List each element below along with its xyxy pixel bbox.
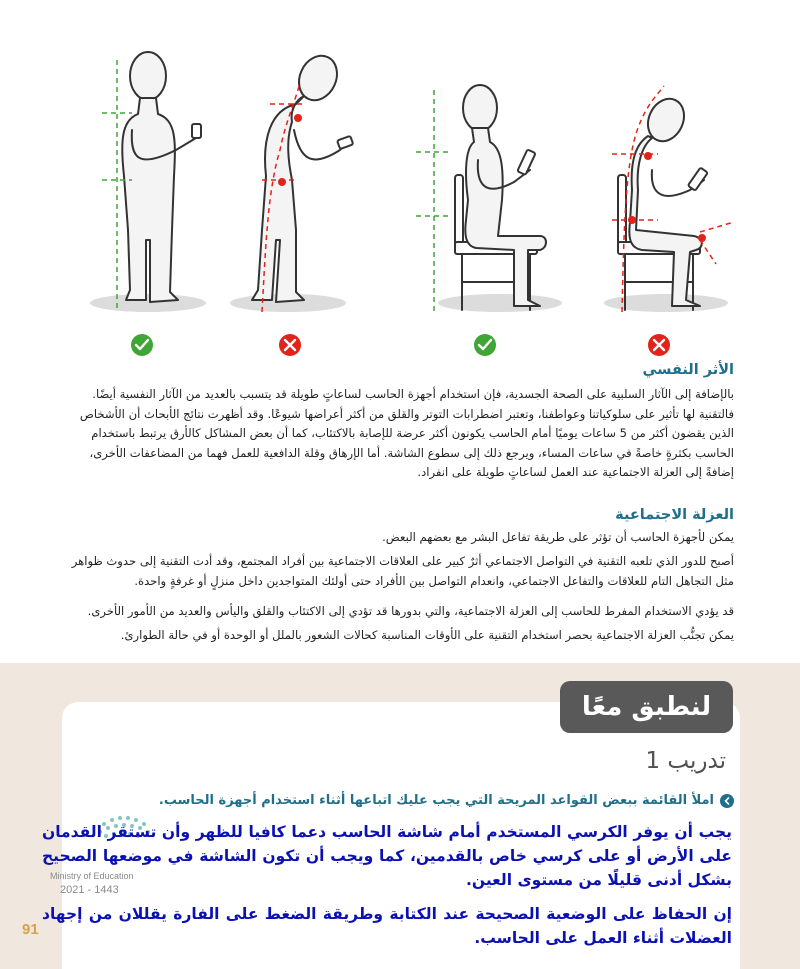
sitting-correct-figure	[416, 85, 562, 312]
standing-correct-figure	[90, 52, 206, 312]
cross-icon	[648, 334, 670, 356]
check-icon	[131, 334, 153, 356]
check-icon	[474, 334, 496, 356]
social-isolation-heading: العزلة الاجتماعية	[615, 507, 734, 523]
psych-effect-paragraph: بالإضافة إلى الآثار السلبية على الصحة الجسدية، فإن استخدام أجهزة الحاسب لساعاتٍ طويلة قد يتسبب بالعديد من الآثار النفسية أيضًا. فالتقنية لها تأثير على سلوكياتنا وعواطفنا، وتعتبر اضطرابات التوتر والقلق من أكثر أعراضها شيوعًا. وقد أظهرت نتائج الأبحاث أن الأشخاص الذين يقضون أكثر من 5 ساعات يوميًا أمام الحاسب يكونون أكثر عرضة للإصابة بالاكتئاب، كما أن بعض المشاكل كالأرق يرتبط باستخدام الحاسب بكثرةٍ خاصةً في ساعات المساء، ويرجع ذلك إلى سطوع الشاشة. أما الإرهاق وقلة الدافعية للعمل فهما من المضاعفات الأخرى، إضافةً إلى العزلة الاجتماعية عند العمل لساعاتٍ طويلة على انفراد.	[79, 387, 734, 480]
ministry-label: Ministry of Education	[50, 871, 134, 881]
chevron-left-icon	[720, 794, 734, 808]
instruction-text: املأ القائمة ببعض القواعد المريحة التي يجب عليك اتباعها أثناء استخدام أجهزة الحاسب.	[158, 793, 714, 808]
posture-illustrations	[0, 0, 800, 362]
sitting-incorrect-figure	[604, 86, 734, 312]
social-isolation-paragraph-3: قد يؤدي الاستخدام المفرط للحاسب إلى العزلة الاجتماعية، والتي بدورها قد تؤدي إلى الاكتئاب والقلق واليأس والعديد من الأمور الأخرى.	[87, 604, 734, 618]
cross-icon	[279, 334, 301, 356]
edition-year: 2021 - 1443	[60, 884, 119, 896]
lets-apply-tag: لنطبق معًا	[560, 681, 733, 733]
answer-text-2: إن الحفاظ على الوضعية الصحيحة عند الكتابة وطريقة الضغط على الفارة يقللان من إجهاد العضلات أثناء العمل على الحاسب.	[42, 905, 732, 947]
social-isolation-paragraph-2: أصبح للدور الذي تلعبه التقنية في التواصل الاجتماعي أثرٌ كبير على العلاقات الاجتماعية بين أفراد المجتمع، وقد أدت التقنية إلى حدوث ظواهر مثل التجاهل التام للعلاقات والتفاعل الاجتماعي، وانعدام التواصل بين الأفراد حتى أولئك المتواجدين داخل منزلٍ أو غرفةٍ واحدة.	[71, 554, 734, 588]
psych-effect-heading: الأثر النفسي	[642, 362, 734, 378]
page-number: 91	[22, 921, 39, 938]
answer-text-1: يجب أن يوفر الكرسي المستخدم أمام شاشة الحاسب دعما كافيا للظهر وأن تستقر القدمان على الأرض أو على كرسي خاص بالقدمين، كما ويجب أن تكون الشاشة في موضعها الصحيح بشكل أدنى قليلًا من مستوى العين.	[42, 823, 732, 889]
exercise-title: تدريب 1	[645, 748, 726, 774]
social-isolation-paragraph-4: يمكن تجنُّب العزلة الاجتماعية بحصر استخدام التقنية على الأوقات المناسبة كحالات الشعور بالملل أو الوحدة أو في حالة الطوارئ.	[120, 628, 734, 642]
social-isolation-paragraph-1: يمكن لأجهزة الحاسب أن تؤثر على طريقة تفاعل البشر مع بعضهم البعض.	[382, 530, 734, 544]
standing-incorrect-figure	[230, 50, 353, 312]
